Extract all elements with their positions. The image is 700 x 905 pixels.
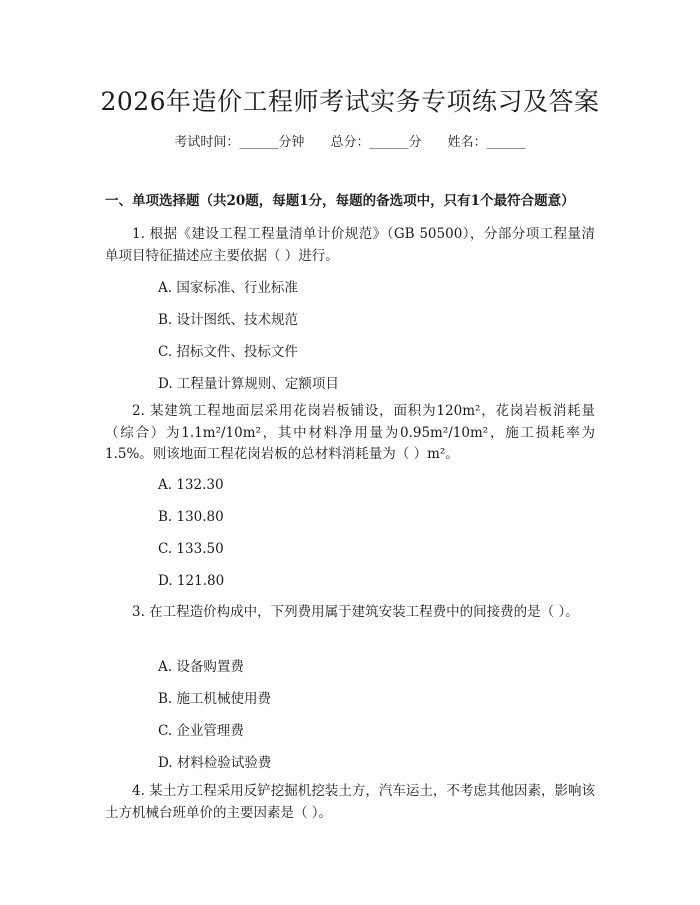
total-score: 总分：______分	[330, 135, 422, 150]
document-title: 2026年造价工程师考试实务专项练习及答案	[100, 87, 600, 116]
q1-option-d: D. 工程量计算规则、定额项目	[158, 376, 339, 392]
q3-option-a: A. 设备购置费	[158, 659, 244, 675]
q2-option-c: C. 133.50	[158, 541, 224, 557]
question-1: 1. 根据《建设工程工程量清单计价规范》（GB 50500），分部分项工程量清单项目特征描述应主要依据（ ）进行。	[105, 226, 595, 264]
q2-option-a: A. 132.30	[158, 477, 224, 493]
section-heading: 一、单项选择题（共20题，每题1分，每题的备选项中，只有1个最符合题意）	[105, 193, 575, 209]
question-4: 4. 某土方工程采用反铲挖掘机挖装土方，汽车运土，不考虑其他因素，影响该土方机械台班单价的主要因素是（ ）。	[105, 783, 595, 821]
exam-time: 考试时间：______分钟	[174, 135, 305, 150]
student-name: 姓名：______	[447, 135, 526, 150]
q3-option-b: B. 施工机械使用费	[158, 691, 272, 707]
q2-option-d: D. 121.80	[158, 573, 225, 589]
q3-option-d: D. 材料检验试验费	[158, 755, 272, 771]
exam-info	[0, 131, 700, 150]
q2-option-b: B. 130.80	[158, 509, 224, 525]
q1-option-a: A. 国家标准、行业标准	[158, 280, 298, 296]
q3-option-c: C. 企业管理费	[158, 723, 244, 739]
q1-option-c: C. 招标文件、投标文件	[158, 344, 298, 360]
question-2: 2. 某建筑工程地面层采用花岗岩板铺设，面积为120m²，花岗岩板消耗量（综合）为1.1m²/10m²，其中材料净用量为0.95m²/10m²，施工损耗率为1.5%。则该地面工程花岗岩板的总材料消耗量为（ ）m²。	[105, 403, 595, 462]
question-3: 3. 在工程造价构成中，下列费用属于建筑安装工程费中的间接费的是（ ）。	[132, 604, 579, 620]
q1-option-b: B. 设计图纸、技术规范	[158, 312, 299, 328]
